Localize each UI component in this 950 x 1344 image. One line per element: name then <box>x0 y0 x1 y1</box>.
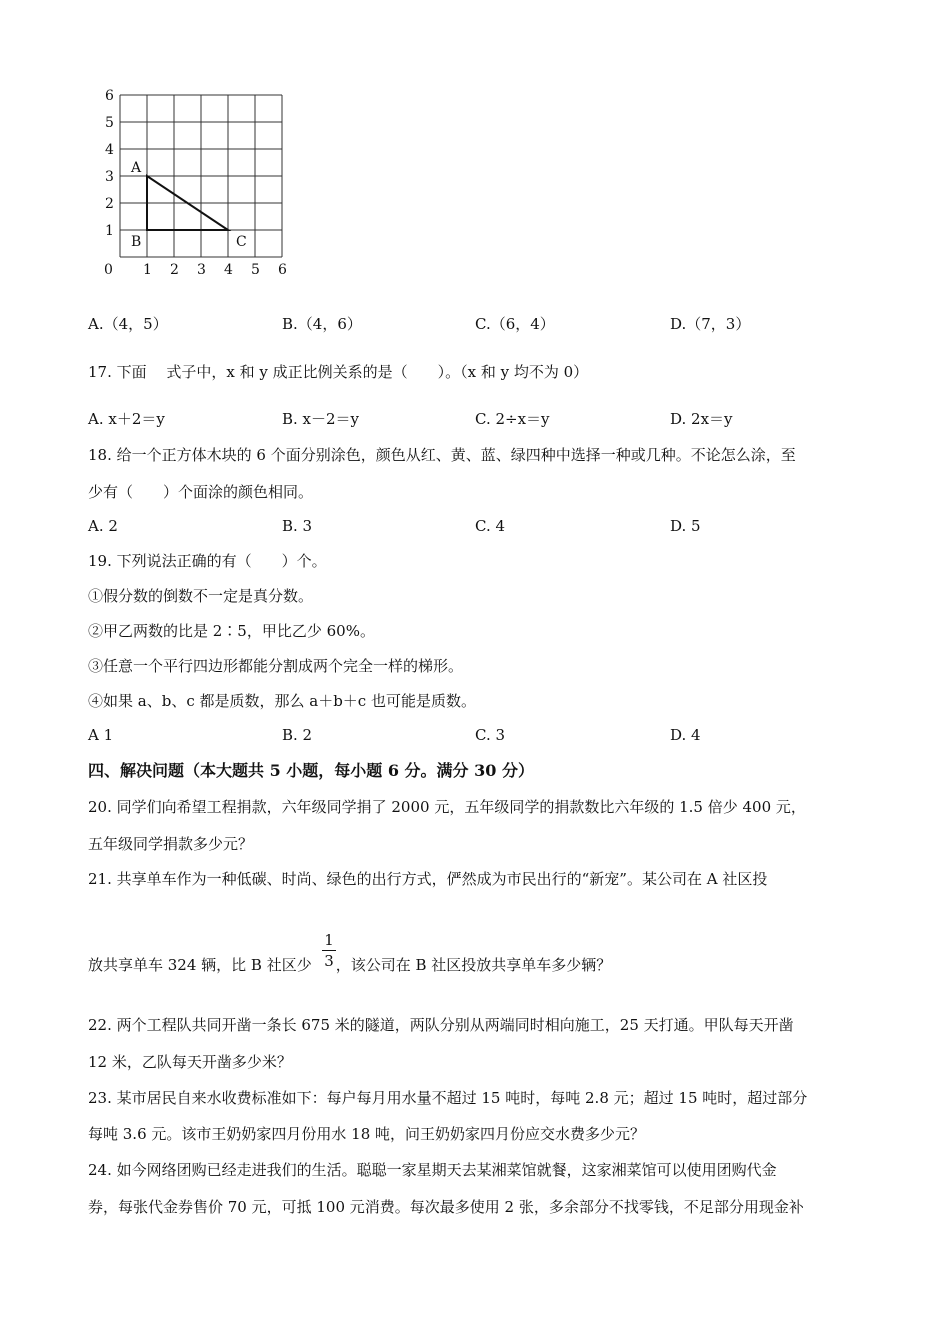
q18-option-d[interactable]: D. 5 <box>670 517 701 535</box>
y-tick-label: 5 <box>105 115 114 131</box>
fraction-denominator: 3 <box>324 952 334 970</box>
q19-option-c[interactable]: C. 3 <box>475 726 506 744</box>
q17-stem: 17. 下面 式子中，x 和 y 成正比例关系的是（ ）。（x 和 y 均不为 0） <box>88 363 589 381</box>
q19-statement-3: ③任意一个平行四边形都能分割成两个完全一样的梯形。 <box>88 657 464 675</box>
q22-line1: 22. 两个工程队共同开凿一条长 675 米的隧道，两队分别从两端同时相向施工，25 天打通。甲队每天开凿 <box>88 1016 794 1034</box>
x-tick-label: 5 <box>251 262 260 278</box>
q18-stem-line2: 少有（ ）个面涂的颜色相同。 <box>88 483 314 501</box>
point-label-c: C <box>236 234 247 250</box>
q21-line2-part-a: 放共享单车 324 辆，比 B 社区少 <box>88 956 312 974</box>
x-tick-label: 4 <box>224 262 233 278</box>
q19-option-b[interactable]: B. 2 <box>282 726 313 744</box>
y-tick-label: 3 <box>105 169 114 185</box>
point-label-b: B <box>131 234 142 250</box>
q22-line2: 12 米，乙队每天开凿多少米？ <box>88 1053 292 1071</box>
y-tick-label: 1 <box>105 223 114 239</box>
q20-line2: 五年级同学捐款多少元？ <box>88 835 254 853</box>
x-tick-label: 3 <box>197 262 206 278</box>
q17-option-c[interactable]: C. 2÷x＝y <box>475 410 550 428</box>
y-tick-label: 6 <box>105 88 114 104</box>
q24-line1: 24. 如今网络团购已经走进我们的生活。聪聪一家星期天去某湘菜馆就餐，这家湘菜馆可以使用团购代金 <box>88 1161 777 1179</box>
q21-line2 <box>88 958 611 973</box>
q21-line2-part-b: ，该公司在 B 社区投放共享单车多少辆？ <box>335 956 612 974</box>
fraction-numerator: 1 <box>324 931 334 949</box>
q17-option-b[interactable]: B. x－2＝y <box>282 410 360 428</box>
grid-lines <box>120 95 282 257</box>
q16-option-c[interactable]: C.（6，4） <box>475 315 555 333</box>
point-label-a: A <box>131 160 142 176</box>
q19-option-d[interactable]: D. 4 <box>670 726 701 744</box>
q17-option-d[interactable]: D. 2x＝y <box>670 410 733 428</box>
q19-statement-4: ④如果 a、b、c 都是质数，那么 a＋b＋c 也可能是质数。 <box>88 692 476 710</box>
y-tick-label: 2 <box>105 196 114 212</box>
coordinate-grid-figure <box>100 82 300 282</box>
x-tick-label: 6 <box>278 262 287 278</box>
q17-option-a[interactable]: A. x＋2＝y <box>88 410 165 428</box>
q19-option-a[interactable]: A 1 <box>88 726 114 744</box>
q23-line1: 23. 某市居民自来水收费标准如下：每户每月用水量不超过 15 吨时，每吨 2.8 元；超过 15 吨时，超过部分 <box>88 1089 808 1107</box>
section-4-heading: 四、解决问题（本大题共 5 小题，每小题 6 分。满分 30 分） <box>88 761 534 780</box>
x-tick-label: 2 <box>170 262 179 278</box>
q24-line2: 券，每张代金券售价 70 元，可抵 100 元消费。每次最多使用 2 张，多余部分不找零钱，不足部分用现金补 <box>88 1198 804 1216</box>
y-tick-label: 4 <box>105 142 114 158</box>
x-tick-label: 1 <box>143 262 152 278</box>
q18-option-c[interactable]: C. 4 <box>475 517 506 535</box>
q19-statement-1: ①假分数的倒数不一定是真分数。 <box>88 587 314 605</box>
q18-option-a[interactable]: A. 2 <box>88 517 118 535</box>
fraction-one-third <box>322 930 336 971</box>
q19-statement-2: ②甲乙两数的比是 2∶5，甲比乙少 60%。 <box>88 622 375 640</box>
x-tick-label: 0 <box>104 262 113 278</box>
q18-stem-line1: 18. 给一个正方体木块的 6 个面分别涂色，颜色从红、黄、蓝、绿四种中选择一种或几种。不论怎么涂，至 <box>88 446 796 464</box>
q21-line1: 21. 共享单车作为一种低碳、时尚、绿色的出行方式，俨然成为市民出行的“新宠”。某公司在 A 社区投 <box>88 870 768 888</box>
q16-option-d[interactable]: D.（7，3） <box>670 315 751 333</box>
q20-line1: 20. 同学们向希望工程捐款，六年级同学捐了 2000 元，五年级同学的捐款数比六年级的 1.5 倍少 400 元， <box>88 798 806 816</box>
q23-line2: 每吨 3.6 元。该市王奶奶家四月份用水 18 吨，问王奶奶家四月份应交水费多少元？ <box>88 1125 646 1143</box>
q16-option-a[interactable]: A.（4，5） <box>88 315 168 333</box>
q16-option-b[interactable]: B.（4，6） <box>282 315 362 333</box>
q18-option-b[interactable]: B. 3 <box>282 517 313 535</box>
q19-stem: 19. 下列说法正确的有（ ）个。 <box>88 552 327 570</box>
